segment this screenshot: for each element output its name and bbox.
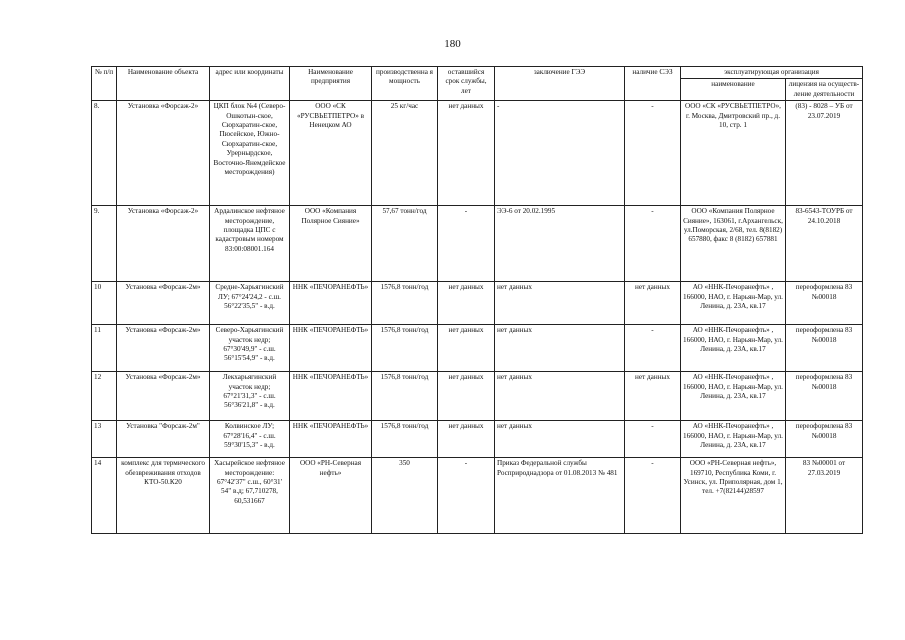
- cell-gee: Приказ Федеральной службы Росприроднадзора от 01.08.2013 № 481: [495, 458, 625, 534]
- cell-gee: нет данных: [495, 421, 625, 458]
- header-operator-group: эксплуатирующая организация: [681, 67, 863, 79]
- objects-table: [91, 66, 863, 534]
- cell-sez: -: [625, 206, 681, 282]
- table-row: [92, 372, 863, 421]
- cell-object: Установка «Форсаж-2м»: [117, 282, 210, 325]
- cell-address: Хасырейское нефтяное месторождение: 67°42'37" с.ш., 60°31' 54" в.д; 67,710278, 60,531667: [210, 458, 290, 534]
- header-gee: заключение ГЭЭ: [495, 67, 625, 101]
- cell-remaining: нет данных: [438, 421, 495, 458]
- cell-remaining: нет данных: [438, 325, 495, 372]
- cell-address: Средне-Харьягинский ЛУ; 67°24'24,2 - с.ш. 56°22'35,5" - в.д.: [210, 282, 290, 325]
- cell-num: 10: [92, 282, 117, 325]
- cell-address: Лекхарьягинский участок недр; 67°21'31,3" - с.ш. 56°36'21,8" - в.д.: [210, 372, 290, 421]
- cell-enterprise: ННК «ПЕЧОРАНЕФТЬ»: [290, 421, 372, 458]
- cell-gee: нет данных: [495, 325, 625, 372]
- table-body: [92, 101, 863, 534]
- cell-power: 1576,8 тонн/год: [372, 372, 438, 421]
- cell-sez: -: [625, 421, 681, 458]
- cell-gee: ЭЭ-6 от 20.02.1995: [495, 206, 625, 282]
- cell-address: Ардалинское нефтяное месторождение, площадка ЦПС с кадастровым номером 83:00:08001.164: [210, 206, 290, 282]
- cell-sez: нет данных: [625, 372, 681, 421]
- cell-operator: ООО «Компания Полярное Сияние», 163061, г.Архангельск, ул.Поморская, 2/68, тел. 8(8182) 657880, факс 8 (8182) 657881: [681, 206, 786, 282]
- cell-power: 1576,8 тонн/год: [372, 282, 438, 325]
- cell-enterprise: ООО «СК «РУСВЬЕТПЕТРО» в Ненецком АО: [290, 101, 372, 206]
- page-number: 180: [444, 38, 461, 50]
- cell-license: переоформлена 83 №00018: [786, 421, 863, 458]
- cell-enterprise: ООО «РН-Северная нефть»: [290, 458, 372, 534]
- cell-gee: нет данных: [495, 282, 625, 325]
- header-license: лицензия на осуществ-ление деятельности: [786, 79, 863, 101]
- cell-num: 8.: [92, 101, 117, 206]
- cell-remaining: нет данных: [438, 282, 495, 325]
- cell-gee: нет данных: [495, 372, 625, 421]
- cell-enterprise: ННК «ПЕЧОРАНЕФТЬ»: [290, 282, 372, 325]
- header-power: производственна я мощность: [372, 67, 438, 101]
- cell-license: 83 №00001 от 27.03.2019: [786, 458, 863, 534]
- header-operator-name: наименование: [681, 79, 786, 101]
- header-address: адрес или координаты: [210, 67, 290, 101]
- table-row: [92, 458, 863, 534]
- header-remaining: оставшийся срок службы, лет: [438, 67, 495, 101]
- cell-remaining: -: [438, 206, 495, 282]
- cell-license: 83-6543-ТОУРБ от 24.10.2018: [786, 206, 863, 282]
- cell-power: 57,67 тонн/год: [372, 206, 438, 282]
- cell-num: 14: [92, 458, 117, 534]
- cell-object: комплекс для термического обезвреживания отходов КТО-50.К20: [117, 458, 210, 534]
- table-row: [92, 282, 863, 325]
- table-row: [92, 101, 863, 206]
- cell-operator: АО «ННК-Печоранефть» , 166000, НАО, г. Нарьян-Мар, ул. Ленина, д. 23А, кв.17: [681, 282, 786, 325]
- cell-operator: ООО «РН-Северная нефть», 169710, Республика Коми, г. Усинск, ул. Приполярная, дом 1, тел. +7(82144)28597: [681, 458, 786, 534]
- cell-enterprise: ННК «ПЕЧОРАНЕФТЬ»: [290, 372, 372, 421]
- cell-license: переоформлена 83 №00018: [786, 282, 863, 325]
- cell-address: Северо-Харьягинский участок недр; 67°30'49,9" - с.ш. 56°15'54,9" - в.д.: [210, 325, 290, 372]
- cell-sez: -: [625, 101, 681, 206]
- cell-sez: нет данных: [625, 282, 681, 325]
- cell-address: ЦКП блок №4 (Северо-Ошкотын-ское, Сюрхаратин-ское, Пюсейское, Южно-Сюрхаратин-ское, Урернырдское, Восточно-Янемдейское месторождения): [210, 101, 290, 206]
- cell-num: 9.: [92, 206, 117, 282]
- cell-enterprise: ООО «Компания Полярное Сияние»: [290, 206, 372, 282]
- cell-object: Установка «Форсаж-2»: [117, 206, 210, 282]
- cell-num: 12: [92, 372, 117, 421]
- header-num: № п/п: [92, 67, 117, 101]
- header-row: [92, 67, 863, 79]
- cell-num: 13: [92, 421, 117, 458]
- cell-operator: АО «ННК-Печоранефть» , 166000, НАО, г. Нарьян-Мар, ул. Ленина, д. 23А, кв.17: [681, 372, 786, 421]
- cell-object: Установка «Форсаж-2»: [117, 101, 210, 206]
- cell-power: 350: [372, 458, 438, 534]
- cell-operator: ООО «СК «РУСВЬЕТПЕТРО», г. Москва, Дмитровский пр., д. 10, стр. 1: [681, 101, 786, 206]
- cell-power: 1576,8 тонн/год: [372, 421, 438, 458]
- cell-sez: -: [625, 458, 681, 534]
- cell-license: (83) - 8028 – УБ от 23.07.2019: [786, 101, 863, 206]
- cell-enterprise: ННК «ПЕЧОРАНЕФТЬ»: [290, 325, 372, 372]
- cell-license: переоформлена 83 №00018: [786, 325, 863, 372]
- cell-object: Установка "Форсаж-2м": [117, 421, 210, 458]
- cell-num: 11: [92, 325, 117, 372]
- cell-address: Колвинское ЛУ; 67°28'16,4" - с.ш. 59°30'15,3" - в.д.: [210, 421, 290, 458]
- table-row: [92, 325, 863, 372]
- cell-object: Установка «Форсаж-2м»: [117, 372, 210, 421]
- table-row: [92, 421, 863, 458]
- cell-object: Установка «Форсаж-2м»: [117, 325, 210, 372]
- header-object: Наименование объекта: [117, 67, 210, 101]
- header-enterprise: Наименование предприятия: [290, 67, 372, 101]
- cell-remaining: нет данных: [438, 372, 495, 421]
- cell-power: 25 кг/час: [372, 101, 438, 206]
- cell-remaining: нет данных: [438, 101, 495, 206]
- cell-power: 1576,8 тонн/год: [372, 325, 438, 372]
- cell-operator: АО «ННК-Печоранефть» , 166000, НАО, г. Нарьян-Мар, ул. Ленина, д. 23А, кв.17: [681, 325, 786, 372]
- cell-remaining: -: [438, 458, 495, 534]
- cell-license: переоформлена 83 №00018: [786, 372, 863, 421]
- cell-sez: -: [625, 325, 681, 372]
- cell-gee: -: [495, 101, 625, 206]
- header-sez: наличие СЭЗ: [625, 67, 681, 101]
- table-row: [92, 206, 863, 282]
- cell-operator: АО «ННК-Печоранефть» , 166000, НАО, г. Нарьян-Мар, ул. Ленина, д. 23А, кв.17: [681, 421, 786, 458]
